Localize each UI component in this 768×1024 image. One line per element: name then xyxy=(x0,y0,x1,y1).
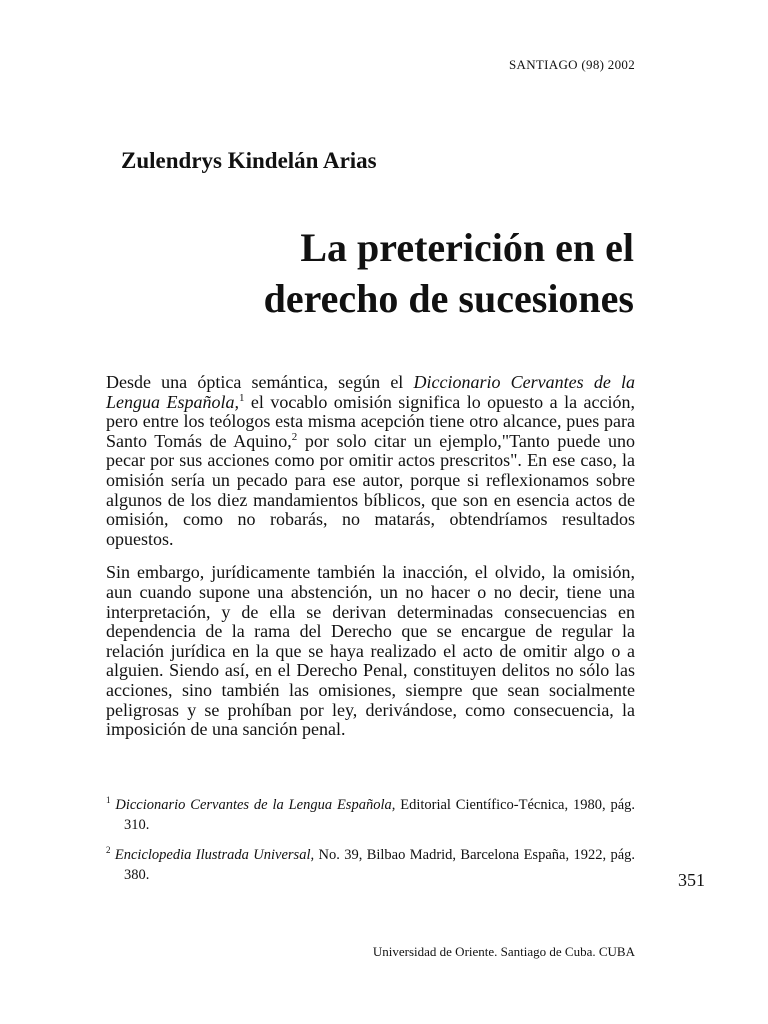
footnote-text: No. 39, Bilbao Madrid, Barcelona España, 1922, pág. 380. xyxy=(124,847,635,883)
paragraph-1-text-b: el vocablo omisión significa lo opuesto a la acción, pero entre los teólogos esta misma acepción tiene otro alcance, pues para Santo Tomás de Aquino, xyxy=(106,391,635,451)
paragraph-1-italic-title: Diccionario Cervantes de la Lengua Española, xyxy=(106,372,636,412)
journal-header: SANTIAGO (98) 2002 xyxy=(509,57,635,72)
page-number: 351 xyxy=(678,870,705,890)
article-title-line-1: La preterición en el xyxy=(300,225,634,270)
paragraph-1-text-c: por solo citar un ejemplo,"Tanto puede uno pecar por sus acciones como por omitir actos prescritos". En ese caso, la omisión sería un pecado para ese autor, porque si reflexionamos sobre algunos de los diez mandamientos bíblicos, que son en esencia actos de omisión, como no robarás, no matarás, obtendríamos resultados opuestos. xyxy=(106,430,635,549)
footnote-ref-1[interactable]: 1 xyxy=(238,391,245,404)
footnote-italic-title: Enciclopedia Ilustrada Universal, xyxy=(114,847,315,863)
footnote-italic-title: Diccionario Cervantes de la Lengua Española, xyxy=(115,797,396,813)
footnote-1 xyxy=(106,795,635,835)
article-body xyxy=(106,373,635,754)
author-name: Zulendrys Kindelán Arias xyxy=(121,148,377,173)
paragraph-1 xyxy=(106,373,635,549)
footnote-text: Editorial Científico-Técnica, 1980, pág. 310. xyxy=(124,797,636,833)
paragraph-1-text-a: Desde una óptica semántica, según el xyxy=(106,372,414,392)
footnote-number: 2 xyxy=(106,845,111,856)
footnotes xyxy=(106,795,635,895)
footnote-2 xyxy=(106,845,635,885)
article-title xyxy=(114,222,634,324)
article-title-line-2: derecho de sucesiones xyxy=(263,276,634,321)
paragraph-2: Sin embargo, jurídicamente también la inacción, el olvido, la omisión, aun cuando supone una abstención, un no hacer o no decir, tiene una interpretación, y de ella se derivan determinadas consecuencias en dependencia de la rama del Derecho que se encargue de regular la relación jurídica en la que se haya realizado el acto de omitir algo o a alguien. Siendo así, en el Derecho Penal, constituyen delitos no sólo las acciones, sino también las omisiones, siempre que sean socialmente peligrosas y se prohíban por ley, derivándose, como consecuencia, la imposición de una sanción penal. xyxy=(106,562,635,740)
footnote-number: 1 xyxy=(106,795,111,806)
page-footer: Universidad de Oriente. Santiago de Cuba. CUBA xyxy=(372,944,635,959)
footnote-ref-2[interactable]: 2 xyxy=(291,430,298,443)
